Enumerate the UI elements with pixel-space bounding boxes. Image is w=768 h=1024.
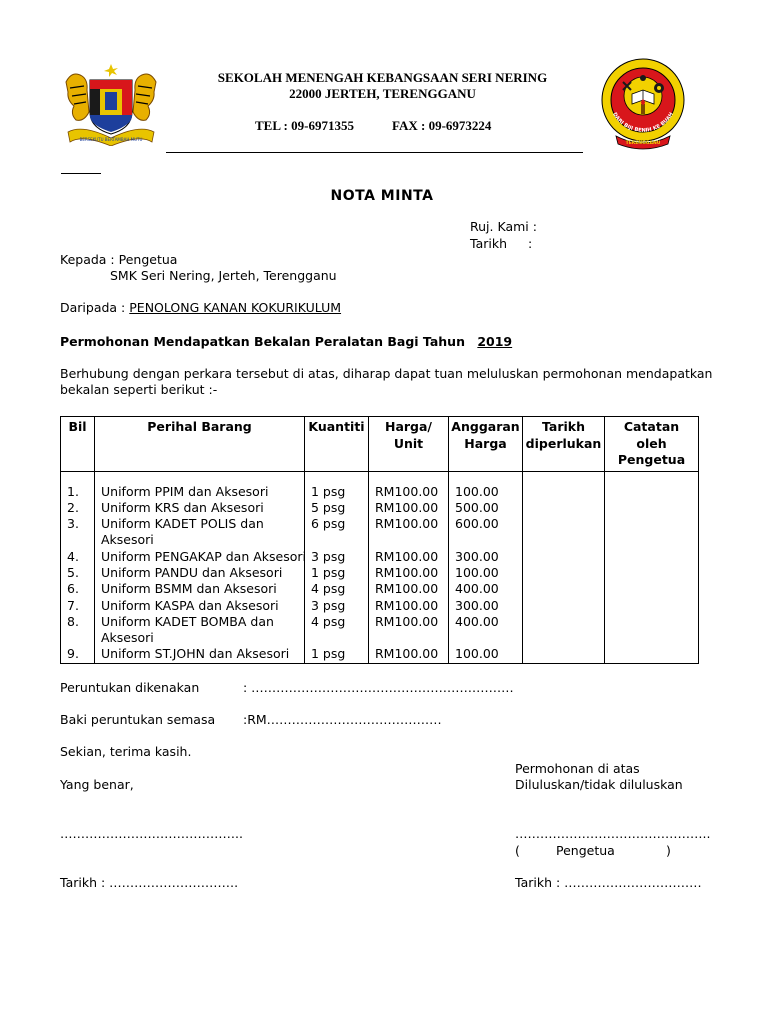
catatan-column (605, 471, 699, 663)
peruntukan-value: : ……………………………………………………… (243, 680, 514, 695)
memo-title: NOTA MINTA (330, 188, 434, 204)
signature-line-left: …………………………………….. (60, 826, 243, 841)
row-unit-price: RM100.00 (375, 597, 439, 613)
signature-line-right: ……………………………………….. (515, 826, 711, 841)
col-kuantiti: Kuantiti (305, 417, 369, 472)
peruntukan-label: Peruntukan dikenakan (60, 680, 200, 695)
approval-line-2: Diluluskan/tidak diluluskan (515, 777, 683, 792)
kepada-address: SMK Seri Nering, Jerteh, Terengganu (110, 268, 337, 283)
row-total: 400.00 (455, 613, 499, 629)
row-qty (311, 532, 368, 548)
row-unit-price: RM100.00 (375, 564, 439, 580)
col-tarikh: Tarikh diperlukan (523, 417, 605, 472)
row-total: 100.00 (455, 564, 499, 580)
table-header-row (61, 417, 699, 472)
row-item: Uniform KADET BOMBA dan (101, 613, 274, 629)
row-total: 500.00 (455, 499, 499, 515)
row-total (455, 532, 522, 548)
ruj-kami-label: Ruj. Kami : (470, 219, 537, 234)
row-item: Uniform KASPA dan Aksesori (101, 597, 279, 613)
row-unit-price: RM100.00 (375, 548, 439, 564)
items-table (60, 416, 699, 664)
tarikh-colon: : (528, 236, 533, 251)
letterhead-divider (166, 152, 583, 153)
row-item: Uniform PPIM dan Aksesori (101, 483, 269, 499)
baki-label: Baki peruntukan semasa (60, 712, 216, 727)
body-line-1: Berhubung dengan perkara tersebut di atas, diharap dapat tuan meluluskan permohonan mendapatkan (60, 366, 713, 381)
badge-ring-text: DARI BIJI BENIH KE BUAH (611, 111, 675, 134)
row-total: 300.00 (455, 548, 499, 564)
crest-motto: BERSEKUTU BERTAMBAH MUTU (79, 137, 143, 142)
row-qty: 4 psg (311, 613, 346, 629)
pengetua-close: ) (666, 843, 671, 858)
kepada-label: Kepada : Pengetua (60, 252, 178, 267)
row-item: Aksesori (101, 630, 154, 646)
left-crest (62, 62, 160, 146)
school-address: 22000 JERTEH, TERENGGANU (289, 86, 476, 101)
row-qty: 1 psg (311, 564, 346, 580)
row-bil (67, 532, 94, 548)
anggaran-column (449, 471, 523, 663)
pengetua-label: Pengetua (556, 843, 615, 858)
row-unit-price: RM100.00 (375, 613, 439, 629)
row-bil: 6. (67, 581, 79, 597)
row-qty: 1 psg (311, 483, 346, 499)
subject-text: Permohonan Mendapatkan Bekalan Peralatan Bagi Tahun (60, 334, 465, 349)
tarikh-right: Tarikh : …………………………… (515, 875, 702, 890)
col-perihal: Perihal Barang (95, 417, 305, 472)
row-unit-price: RM100.00 (375, 483, 439, 499)
row-total: 300.00 (455, 597, 499, 613)
row-item: Uniform BSMM dan Aksesori (101, 581, 277, 597)
coat-of-arms-icon (62, 62, 160, 146)
row-bil: 7. (67, 597, 79, 613)
row-qty (311, 630, 368, 646)
tarikh-label: Tarikh (470, 236, 507, 251)
col-bil: Bil (61, 417, 95, 472)
row-unit-price: RM100.00 (375, 516, 439, 532)
row-qty: 3 psg (311, 548, 346, 564)
row-item: Uniform ST.JOHN dan Aksesori (101, 646, 290, 662)
badge-bottom-text: TERENGGANU (625, 141, 661, 146)
school-badge-icon (598, 58, 688, 150)
row-item: Uniform PANDU dan Aksesori (101, 564, 283, 580)
row-item: Uniform KADET POLIS dan (101, 516, 264, 532)
daripada-label: Daripada : (60, 300, 126, 315)
row-bil (67, 630, 94, 646)
row-bil: 3. (67, 516, 79, 532)
row-bil: 1. (67, 483, 79, 499)
row-total: 100.00 (455, 646, 499, 662)
yang-benar: Yang benar, (60, 777, 134, 792)
row-qty: 3 psg (311, 597, 346, 613)
col-catatan: Catatan oleh Pengetua (605, 417, 699, 472)
col-harga: Harga/ Unit (369, 417, 449, 472)
row-total: 600.00 (455, 516, 499, 532)
row-qty: 5 psg (311, 499, 346, 515)
row-total: 100.00 (455, 483, 499, 499)
row-qty: 6 psg (311, 516, 346, 532)
school-logo (598, 58, 688, 150)
subject-year: 2019 (477, 334, 513, 349)
row-total (455, 630, 522, 646)
row-item: Uniform KRS dan Aksesori (101, 499, 264, 515)
approval-line-1: Permohonan di atas (515, 761, 640, 776)
row-bil: 8. (67, 613, 79, 629)
closing-text: Sekian, terima kasih. (60, 744, 192, 759)
row-unit-price (375, 630, 448, 646)
daripada-row (60, 300, 341, 315)
school-tel: TEL : 09-6971355 (255, 118, 354, 133)
tarikh-left: Tarikh : …………………………. (60, 875, 239, 890)
row-bil: 2. (67, 499, 79, 515)
letterhead-divider-short (61, 173, 101, 174)
row-qty: 4 psg (311, 581, 346, 597)
daripada-value: PENOLONG KANAN KOKURIKULUM (129, 300, 342, 315)
row-unit-price (375, 532, 448, 548)
school-name: SEKOLAH MENENGAH KEBANGSAAN SERI NERING (217, 70, 548, 85)
perihal-column (95, 471, 305, 663)
subject-row (60, 334, 512, 349)
bil-column (61, 471, 95, 663)
row-bil: 4. (67, 548, 79, 564)
row-total: 400.00 (455, 581, 499, 597)
body-line-2: bekalan seperti berikut :- (60, 382, 218, 397)
row-bil: 9. (67, 646, 79, 662)
baki-value: :RM…………………………………… (243, 712, 442, 727)
col-anggaran: Anggaran Harga (449, 417, 523, 472)
row-unit-price: RM100.00 (375, 581, 439, 597)
harga-column (369, 471, 449, 663)
table-body-row (61, 471, 699, 663)
kuantiti-column (305, 471, 369, 663)
row-unit-price: RM100.00 (375, 646, 439, 662)
row-item: Uniform PENGAKAP dan Aksesori (101, 548, 306, 564)
row-bil: 5. (67, 564, 79, 580)
row-qty: 1 psg (311, 646, 346, 662)
row-item: Aksesori (101, 532, 154, 548)
tarikh-column (523, 471, 605, 663)
pengetua-open: ( (515, 843, 520, 858)
row-unit-price: RM100.00 (375, 499, 439, 515)
school-fax: FAX : 09-6973224 (392, 118, 492, 133)
